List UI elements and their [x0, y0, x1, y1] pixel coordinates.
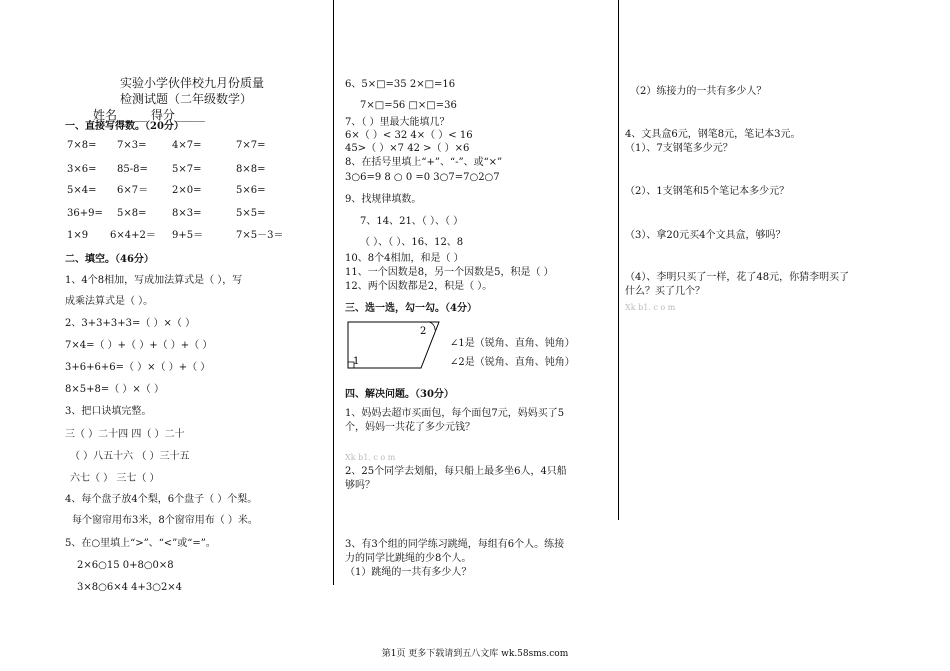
problem-1-line2: 个，妈妈一共花了多少元钱？: [345, 422, 475, 433]
angle-arc: [429, 322, 435, 330]
question-5b: 3×8○6×4 4+3○2×4: [77, 582, 183, 593]
calc-item: 36+9=: [67, 208, 103, 219]
question-5: 5、在○里填上“>”、“<”或“=”。: [65, 538, 216, 549]
calc-item: 7×8=: [67, 140, 97, 151]
problem-4: 4、文具盒6元，钢笔8元，笔记本3元。: [625, 129, 801, 140]
question-6b: 7×□=56 □×□=36: [360, 100, 457, 111]
angle-2-question: ∠2是（锐角、直角、钝角）: [450, 357, 575, 368]
question-7: 7、（ ）里最大能填几？: [345, 117, 450, 128]
question-9: 9、找规律填数。: [345, 194, 422, 205]
calc-item: 5×8=: [117, 208, 147, 219]
calc-item: 7×5－3＝: [236, 230, 284, 241]
calc-item: 5×6=: [236, 185, 266, 196]
question-8a: 3○6=9 8 ○ 0 =0 3○7=7○2○7: [345, 172, 500, 183]
angle-1-label: 1: [353, 356, 360, 367]
calc-item: 7×3=: [117, 140, 147, 151]
calc-item: 2×0=: [172, 185, 202, 196]
problem-4-sub3: （3）、拿20元买4个文具盒，够吗？: [625, 230, 786, 241]
question-3b: （ ）八五十六 （ ）三十五: [70, 451, 190, 462]
question-11: 11、一个因数是8，另一个因数是5，积是（ ）: [345, 267, 554, 278]
question-10: 10、8个4相加，和是（ ）: [345, 253, 464, 264]
problem-4-sub2: （2）、1支钢笔和5个笔记本多少元？: [625, 186, 790, 197]
problem-3-line1: 3、有3个组的同学练习跳绳，每组有6个人。练接: [345, 539, 565, 550]
exam-title-line2: 检测试题（二年级数学）: [120, 92, 253, 106]
calc-item: 8×3=: [172, 208, 202, 219]
section-2-heading: 二、填空。（46分）: [65, 254, 154, 265]
problem-4-sub4-line1: （4）、李明只买了一样，花了48元，你猜李明买了: [625, 272, 850, 283]
calc-item: 5×7=: [172, 164, 202, 175]
angle-1-question: ∠1是（锐角、直角、钝角）: [450, 338, 575, 349]
question-5a: 2×6○15 0+8○0×8: [77, 560, 174, 571]
problem-2-line1: 2、25个同学去划船，每只船上最多坐6人，4只船: [345, 466, 567, 477]
question-2c: 3+6+6+6=（ ）×（ ）+（ ）: [65, 362, 211, 373]
calc-item: 1×9: [67, 230, 89, 241]
question-8: 8、在括号里填上“+”、“-”、或“×”: [345, 157, 503, 168]
question-1-line2: 成乘法算式是（ ）。: [65, 296, 154, 307]
calc-item: 7×7=: [236, 140, 266, 151]
problem-3-sub2: （2）练接力的一共有多少人？: [630, 86, 767, 97]
calc-item: 6×4+2＝: [110, 230, 156, 241]
question-4: 4、每个盘子放4个梨，6个盘子（ ）个梨。: [65, 494, 258, 505]
problem-2-line2: 够吗？: [345, 480, 375, 491]
question-2b: 7×4=（ ）+（ ）+（ ）+（ ）: [65, 340, 213, 351]
question-9a: 7、14、21、（ ）、（ ）: [360, 216, 464, 227]
question-7b: 45>（ ）×7 42 >（ ）×6: [345, 143, 470, 154]
watermark: Xk b1. c o m: [625, 303, 676, 312]
question-9b: （ ）、（ ）、16、12、8: [360, 237, 464, 248]
question-7a: 6×（ ）< 32 4×（ ）< 16: [345, 130, 473, 141]
calc-item: 5×5=: [236, 208, 266, 219]
calc-item: 8×8=: [236, 164, 266, 175]
question-3a: 三（ ）二十四 四（ ）二十: [65, 429, 185, 440]
question-3: 3、把口诀填完整。: [65, 406, 152, 417]
calc-item: 9+5＝: [172, 230, 204, 241]
question-12: 12、两个因数都是2，积是（ ）。: [345, 281, 493, 292]
problem-3-sub1: （1）跳绳的一共有多少人？: [345, 567, 472, 578]
name-score-line: 姓名_____ 得分_____: [93, 108, 205, 122]
calc-item: 4×7=: [172, 140, 202, 151]
section-3-heading: 三、选一选，勾一勾。（4分）: [345, 303, 477, 314]
section-1-heading: 一、直接写得数。（20分）: [65, 121, 184, 132]
question-3c: 六七（ ） 三七（ ）: [70, 473, 160, 484]
question-6a: 6、5×□=35 2×□=16: [345, 79, 456, 90]
page-footer: 第1页 更多下载请到五八文库 wk.58sms.com: [381, 649, 569, 659]
problem-3-line2: 力的同学比跳绳的少8个人。: [345, 553, 472, 564]
question-1-line1: 1、4个8相加，写成加法算式是（ ），写: [65, 275, 243, 286]
column-divider-right: [618, 0, 619, 520]
parallelogram-figure: [345, 320, 445, 372]
calc-item: 6×7＝: [117, 185, 149, 196]
question-2d: 8×5+8=（ ）×（ ）: [65, 384, 164, 395]
calc-item: 85-8=: [117, 164, 148, 175]
question-4b: 每个窗帘用布3米，8个窗帘用布（ ）米。: [72, 515, 258, 526]
calc-item: 5×4=: [67, 185, 97, 196]
calc-item: 3×6=: [67, 164, 97, 175]
angle-2-label: 2: [420, 326, 427, 337]
question-2: 2、3+3+3+3=（ ）×（ ）: [65, 318, 196, 329]
problem-4-sub1: （1）、7支钢笔多少元？: [625, 143, 733, 154]
problem-1-line1: 1、妈妈去超市买面包，每个面包7元，妈妈买了5: [345, 408, 565, 419]
column-divider-left: [333, 0, 334, 585]
exam-title-line1: 实验小学伙伴校九月份质量: [120, 76, 265, 90]
problem-4-sub4-line2: 什么？买了几个？: [625, 286, 705, 297]
section-4-heading: 四、解决问题。（30分）: [345, 389, 454, 400]
watermark: Xk b1. c o m: [345, 453, 396, 462]
